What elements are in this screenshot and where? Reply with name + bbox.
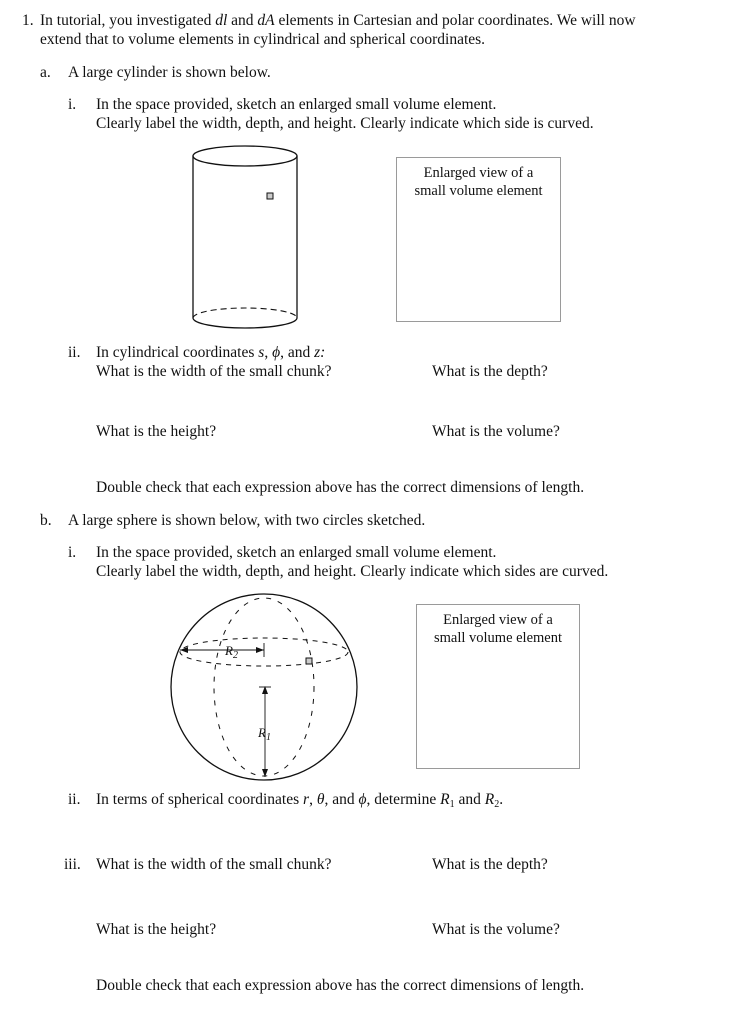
box-b-line1: Enlarged view of a (443, 612, 553, 628)
part-b-i-line1: In the space provided, sketch an enlarged small volume element. (96, 544, 497, 561)
part-a-double-check: Double check that each expression above has the correct dimensions of length. (96, 479, 585, 496)
part-a-depth-question: What is the depth? (432, 363, 548, 380)
part-a-ii-label: ii. (68, 344, 81, 361)
part-a-i-line2: Clearly label the width, depth, and height. Clearly indicate which side is curved. (96, 115, 594, 132)
part-b-i-label: i. (68, 544, 77, 561)
part-b-iii-label: iii. (64, 856, 81, 873)
part-b-text: A large sphere is shown below, with two circles sketched. (68, 512, 426, 529)
question-intro-line2: extend that to volume elements in cylindrical and spherical coordinates. (40, 31, 486, 48)
enlarged-view-box-b[interactable] (416, 604, 580, 769)
part-b-double-check: Double check that each expression above has the correct dimensions of length. (96, 977, 585, 994)
figure-label-R1: $R_1$ (258, 725, 271, 743)
part-a-width-question: What is the width of the small chunk? (96, 363, 332, 380)
part-b-ii-label: ii. (68, 791, 81, 808)
question-intro-line1: In tutorial, you investigated dl and dA elements in Cartesian and polar coordinates. We will now (40, 12, 636, 29)
box-a-line1: Enlarged view of a (423, 165, 534, 181)
part-b-volume-question: What is the volume? (432, 921, 560, 938)
part-b-i-line2: Clearly label the width, depth, and height. Clearly indicate which sides are curved. (96, 563, 609, 580)
enlarged-view-box-a[interactable] (396, 157, 561, 322)
part-a-label: a. (40, 64, 51, 81)
part-a-i-line1: In the space provided, sketch an enlarged small volume element. (96, 96, 497, 113)
part-b-depth-question: What is the depth? (432, 856, 548, 873)
figure-label-R2: $R_2$ (225, 643, 238, 661)
part-a-volume-question: What is the volume? (432, 423, 560, 440)
question-number: 1. (22, 12, 34, 29)
part-a-height-question: What is the height? (96, 423, 217, 440)
part-a-text: A large cylinder is shown below. (68, 64, 271, 81)
part-b-label: b. (40, 512, 52, 529)
box-a-line2: small volume element (414, 183, 543, 199)
box-b-line2: small volume element (433, 630, 563, 646)
part-a-ii-line1: In cylindrical coordinates s, ϕ, and z: (96, 344, 326, 361)
sphere-figure (168, 590, 368, 790)
part-b-ii-line: In terms of spherical coordinates r, θ, and ϕ, determine $R_1$ and $R_2$. (96, 791, 504, 810)
part-b-height-question: What is the height? (96, 921, 217, 938)
part-a-i-label: i. (68, 96, 77, 113)
cylinder-figure (185, 140, 305, 340)
part-b-width-question: What is the width of the small chunk? (96, 856, 332, 873)
